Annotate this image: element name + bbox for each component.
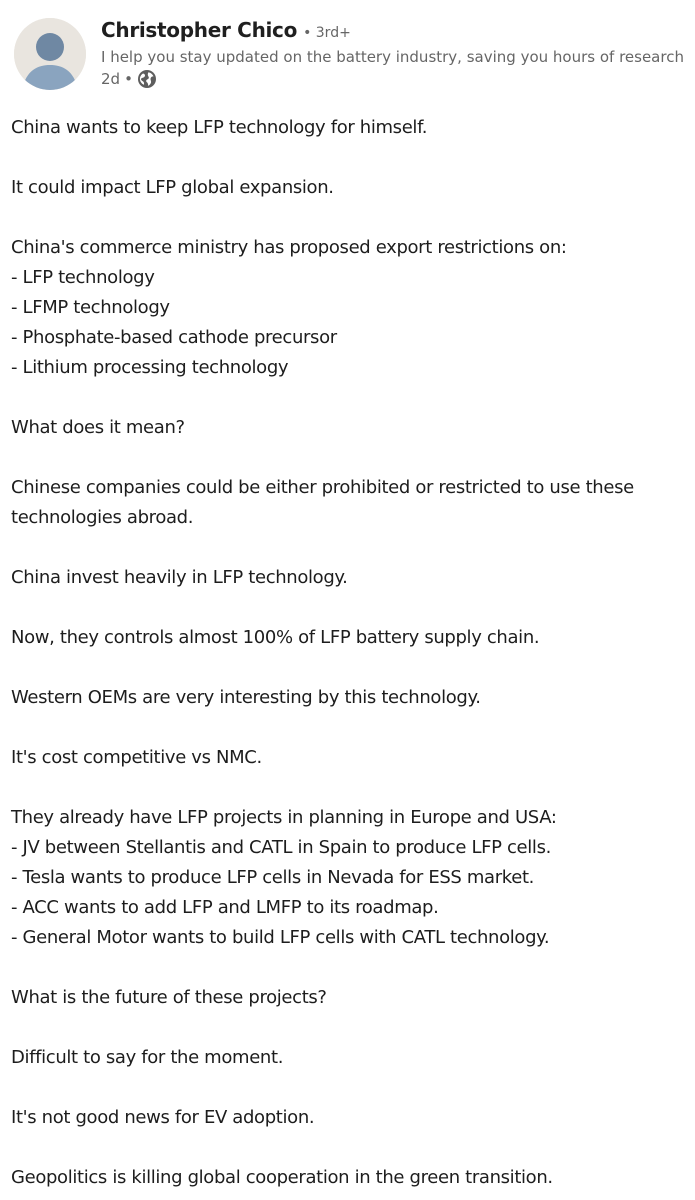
blank-line [11, 1013, 691, 1043]
post-text-line: What is the future of these projects? [11, 987, 327, 1008]
post-text-line: It could impact LFP global expansion. [11, 177, 334, 198]
post-text [11, 113, 691, 1193]
blank-line [11, 653, 691, 683]
author-name-row [101, 18, 351, 46]
globe-icon[interactable] [137, 69, 157, 89]
blank-line [11, 1133, 691, 1163]
post-text-line: Difficult to say for the moment. [11, 1047, 284, 1068]
person-placeholder-icon [14, 18, 86, 90]
posted-time: 2d [101, 70, 121, 88]
blank-line [11, 533, 691, 563]
post-text-line: Geopolitics is killing global cooperation in the green transition. [11, 1167, 553, 1188]
post-text-line: What does it mean? [11, 417, 185, 438]
blank-line [11, 443, 691, 473]
blank-line [11, 143, 691, 173]
meta-separator: • [124, 70, 133, 88]
post-text-line: - General Motor wants to build LFP cells with CATL technology. [11, 927, 550, 948]
blank-line [11, 593, 691, 623]
post-text-line: Western OEMs are very interesting by this technology. [11, 687, 481, 708]
blank-line [11, 1073, 691, 1103]
post-text-line: It's cost competitive vs NMC. [11, 747, 262, 768]
post-header [0, 0, 695, 100]
post-text-line: China wants to keep LFP technology for himself. [11, 117, 428, 138]
post-text-line: - JV between Stellantis and CATL in Spain to produce LFP cells. [11, 837, 551, 858]
blank-line [11, 713, 691, 743]
connection-degree: • 3rd+ [303, 25, 351, 41]
post-text-line: - ACC wants to add LFP and LMFP to its roadmap. [11, 897, 439, 918]
post-text-line: - LFP technology [11, 267, 155, 288]
post-text-line: - Lithium processing technology [11, 357, 289, 378]
blank-line [11, 383, 691, 413]
post-text-line: They already have LFP projects in planning in Europe and USA: [11, 807, 557, 828]
blank-line [11, 203, 691, 233]
post-text-line: It's not good news for EV adoption. [11, 1107, 315, 1128]
post-text-line: - LFMP technology [11, 297, 170, 318]
post-text-line: - Tesla wants to produce LFP cells in Nevada for ESS market. [11, 867, 535, 888]
post-text-line: Chinese companies could be either prohibited or restricted to use these [11, 477, 634, 498]
post-text-line: technologies abroad. [11, 507, 194, 528]
author-name[interactable]: Christopher Chico [101, 18, 298, 42]
author-headline: I help you stay updated on the battery industry, saving you hours of research [101, 48, 684, 66]
avatar[interactable] [14, 18, 86, 90]
post-text-line: China's commerce ministry has proposed export restrictions on: [11, 237, 567, 258]
blank-line [11, 773, 691, 803]
post-text-line: China invest heavily in LFP technology. [11, 567, 348, 588]
post-text-line: Now, they controls almost 100% of LFP battery supply chain. [11, 627, 540, 648]
post-meta [101, 68, 157, 90]
blank-line [11, 953, 691, 983]
post-text-line: - Phosphate-based cathode precursor [11, 327, 337, 348]
